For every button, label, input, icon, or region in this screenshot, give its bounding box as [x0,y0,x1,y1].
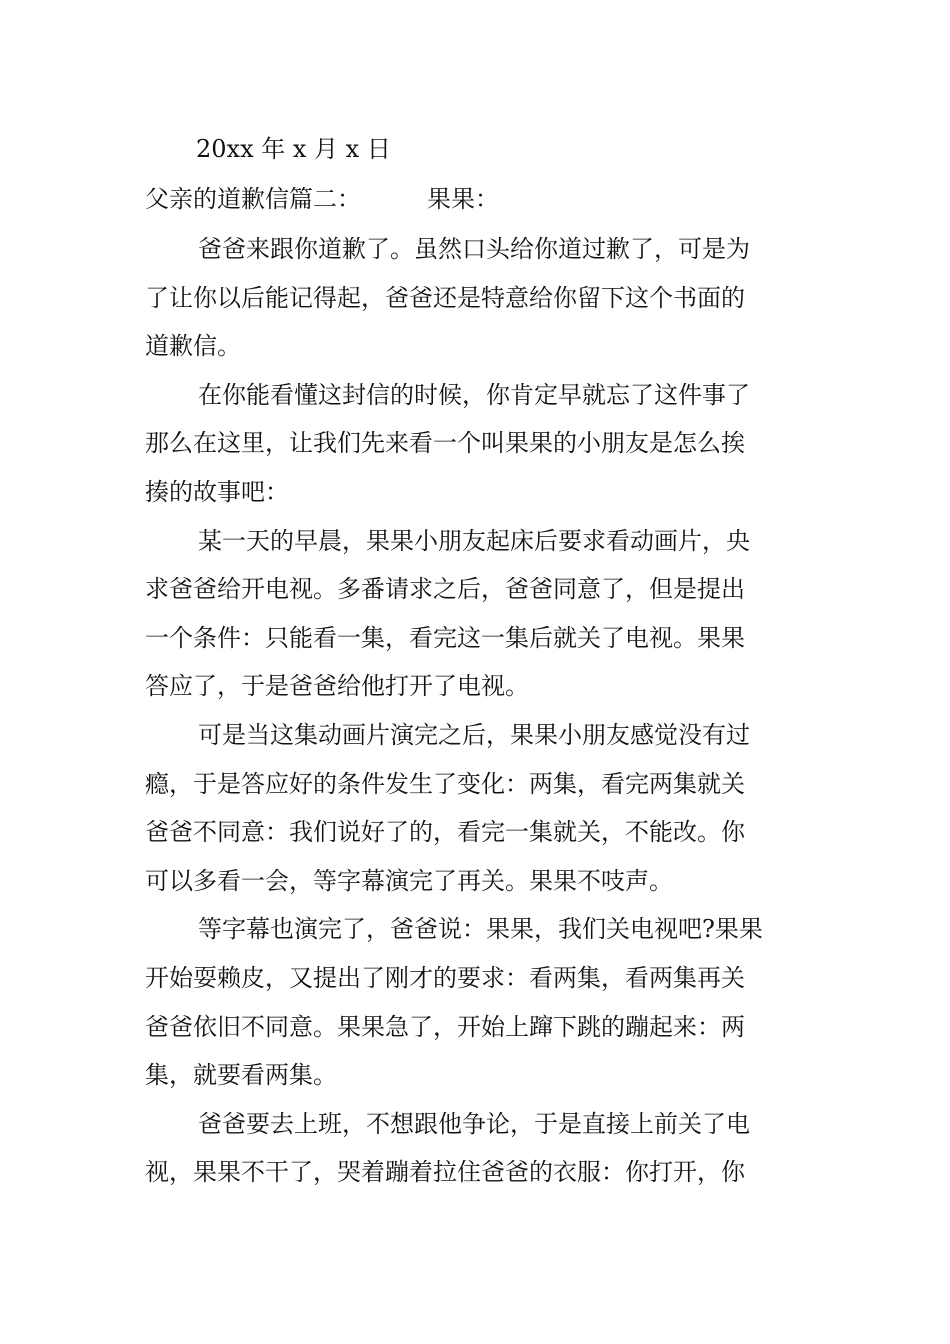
text-line: 爸爸来跟你道歉了。虽然口头给你道过歉了，可是为 [198,235,750,263]
text-line: 在你能看懂这封信的时候，你肯定早就忘了这件事了 [198,380,750,409]
paragraph [145,375,810,521]
text-line: 可以多看一会，等字幕演完了再关。果果不吱声。 [145,866,673,895]
text-line: 集，就要看两集。 [145,1061,337,1090]
text-line: 揍的故事吧： [145,477,289,506]
text-line: 爸爸依旧不同意。果果急了，开始上蹿下跳的蹦起来：两 [145,1012,745,1041]
text-line: 答应了，于是爸爸给他打开了电视。 [145,672,529,701]
paragraph [145,229,810,375]
text-line: 某一天的早晨，果果小朋友起床后要求看动画片，央 [198,526,750,555]
paragraph [145,521,810,715]
paragraph [145,715,810,909]
text-line: 可是当这集动画片演完之后，果果小朋友感觉没有过 [198,720,750,749]
text-line: 瘾，于是答应好的条件发生了变化：两集，看完两集就关 [145,769,745,798]
text-line: 视，果果不干了，哭着蹦着拉住爸爸的衣服：你打开，你 [145,1158,745,1187]
section-title: 父亲的道歉信篇二： [145,185,361,213]
letter-recipient: 果果： [427,185,499,213]
letter-body [145,229,810,1201]
letter-date: 20xx 年 x 月 x 日 [196,135,391,163]
paragraph [145,909,810,1103]
text-line: 爸爸不同意：我们说好了的，看完一集就关，不能改。你 [145,818,745,847]
text-line: 一个条件：只能看一集，看完这一集后就关了电视。果果 [145,623,745,652]
text-line: 了让你以后能记得起，爸爸还是特意给你留下这个书面的 [145,283,745,312]
text-line: 等字幕也演完了，爸爸说：果果，我们关电视吧?果果 [198,915,763,944]
text-line: 那么在这里，让我们先来看一个叫果果的小朋友是怎么挨 [145,429,745,458]
text-line: 开始耍赖皮，又提出了刚才的要求：看两集，看两集再关 [145,963,745,992]
section-heading-line [145,181,499,217]
text-line: 求爸爸给开电视。多番请求之后，爸爸同意了，但是提出 [145,575,745,604]
text-line: 道歉信。 [145,332,241,361]
paragraph [145,1104,810,1201]
text-line: 爸爸要去上班，不想跟他争论，于是直接上前关了电 [198,1109,750,1138]
